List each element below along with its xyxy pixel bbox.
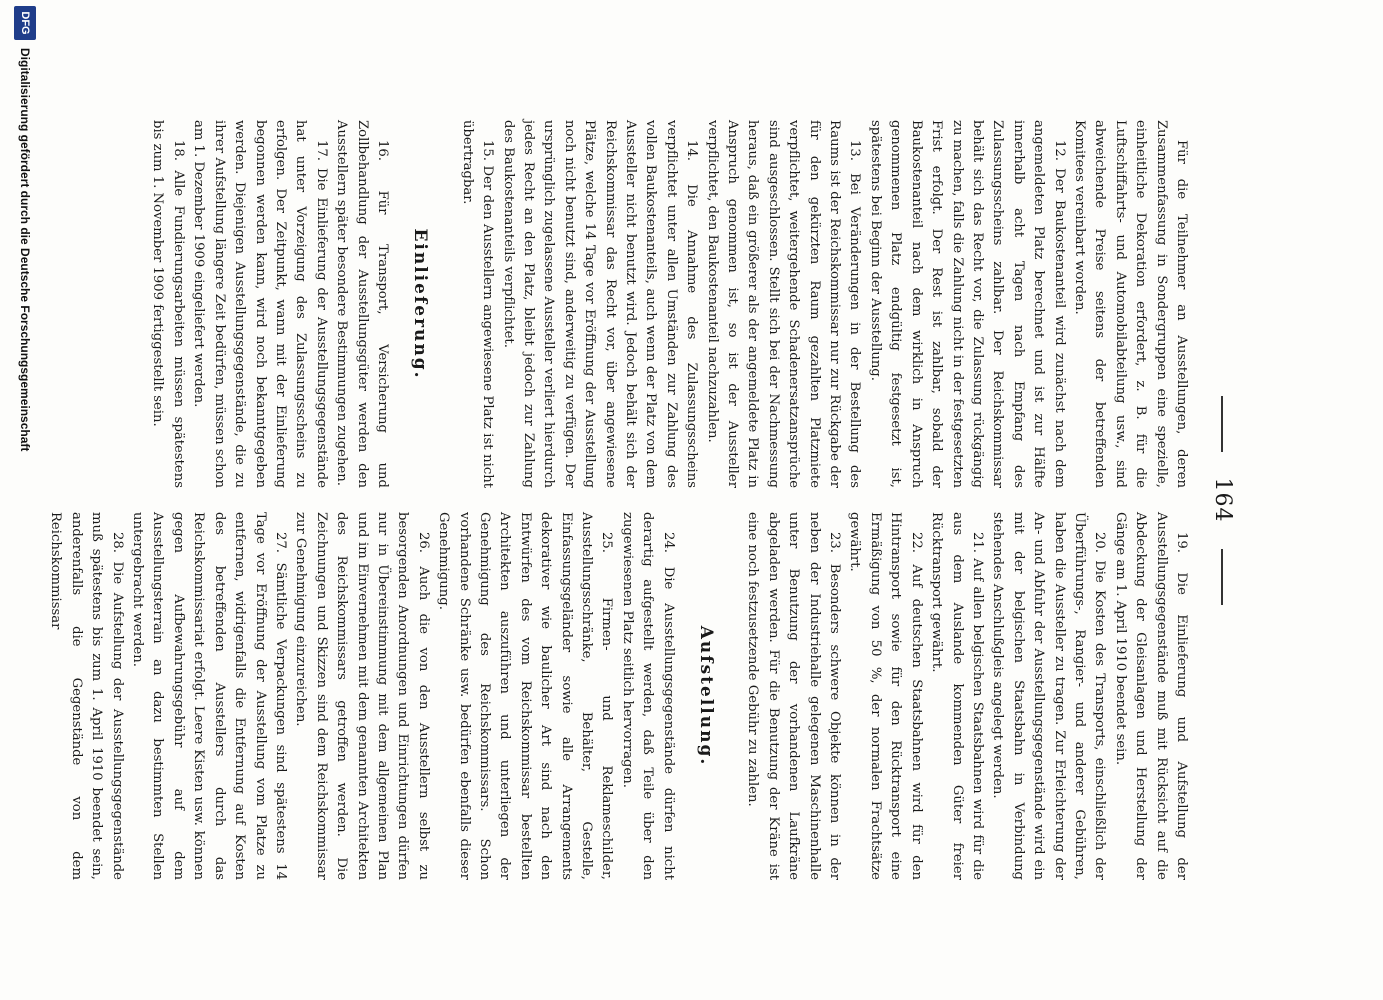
right-column xyxy=(45,512,1191,880)
paragraph: 23. Besonders schwere Objekte können in der neben der Industriehalle gelegenen Maschinenhalle unter Benutzung der vorhandenen Laufkräne abgeladen werden. Für die Benutzung der Kräne ist eine noch festzusetzende Gebühr zu zahlen. xyxy=(745,512,843,880)
paragraph: Für die Teilnehmer an Ausstellungen, deren Zusammenfassung in Sondergruppen eine spezielle, einheitliche Dekoration erfordert, z. B. für die Luftschiffahrts- und Automobilabteilung usw., sind abweichende Preise seitens der betreffenden Komitees vereinbart worden. xyxy=(1071,120,1189,488)
header-rule-left xyxy=(1221,396,1223,452)
digitization-credit xyxy=(7,0,43,1000)
page-number: 164 xyxy=(1210,477,1235,523)
paragraph: 20. Die Kosten des Transports, einschließlich der Überführungs-, Rangier- und anderer Gebühren, haben die Aussteller zu tragen. Zur Erleichterung der An- und Abfuhr der Ausstellungsgegenstände wird ein mit der belgischen Staatsbahn in Verbindung stehendes Anschlußgleis angelegt werden. xyxy=(990,512,1108,880)
paragraph: 14. Die Annahme des Zulassungsscheins verpflichtet unter allen Umständen zur Zahlung des vollen Baukostenanteils, auch wenn der Platz von dem Aussteller nicht benutzt wird. Jedoch behält sich der Reichskommissar das Recht vor, über angewiesene Plätze, welche 14 Tage vor Eröffnung der Ausstellung noch nicht benutzt sind, anderweitig zu verfügen. Der ursprünglich zugelassene Aussteller verliert hierdurch jedes Recht an den Platz, bleibt jedoch zur Zahlung des Baukostenanteils verpflichtet. xyxy=(500,120,700,488)
paragraph: 22. Auf deutschen Staatsbahnen wird für den Hintransport sowie für den Rücktransport eine Ermäßigung von 50 %, der normalen Frachtsätze gewährt. xyxy=(847,512,924,880)
paragraph: 19. Die Einlieferung und Aufstellung der Ausstellungsgegenstände muß mit Rücksicht auf die Abdeckung der Gleisanlagen und Herstellung der Gänge am 1. April 1910 beendet sein. xyxy=(1112,512,1189,880)
paragraph: 25. Firmen- und Reklameschilder, Ausstellungsschränke, Behälter, Gestelle, Einfassungsgeländer sowie alle Arrangements dekorativer wie baulicher Art sind nach den Entwürfen des vom Reichskommissar bestellten Architekten auszuführen und unterliegen der Genehmigung des Reichskommissars. Schon vorhandene Schränke usw. bedürfen ebenfalls dieser Genehmigung. xyxy=(436,512,615,880)
left-column xyxy=(147,120,1191,488)
paragraph: 12. Der Baukostenanteil wird zunächst nach dem angemeldeten Platz berechnet und ist zur Hälfte innerhalb acht Tagen nach Empfang des Zulassungsscheins zahlbar. Der Reichskommissar behält sich das Recht vor, die Zulassung rückgängig zu machen, falls die Zahlung nicht in der festgesetzten Frist erfolgt. Der Rest ist zahlbar, sobald der Baukostenanteil nach dem wirklich in Anspruch genommenen Platz endgültig festgesetzt ist, spätestens bei Beginn der Ausstellung. xyxy=(867,120,1067,488)
section-title-einlieferung: Einlieferung. xyxy=(410,228,431,380)
paragraph: 26. Auch die von den Ausstellern selbst zu besorgenden Anordnungen und Einrichtungen dürfen nur in Übereinstimmung mit dem allgemeinen Plan und im Einvernehmen mit dem genannten Architekten des Reichskommissars getroffen werden. Die Zeichnungen und Skizzen sind dem Reichskommissar zur Genehmigung einzureichen. xyxy=(293,512,431,880)
paragraph: 16. Für Transport, Versicherung und Zollbehandlung der Ausstellungsgüter werden den Ausstellern später besondere Bestimmungen zugehen. xyxy=(334,120,390,488)
paragraph: 17. Die Einlieferung der Ausstellungsgegenstände hat unter Vorzeigung des Zulassungsscheins zu erfolgen. Der Zeitpunkt, wann mit der Einlieferung begonnen werden kann, wird noch bekanntgegeben werden. Diejenigen Ausstellungsgegenstände, die zu ihrer Aufstellung längere Zeit bedürfen, müssen schon am 1. Dezember 1909 eingeliefert werden. xyxy=(191,120,329,488)
paragraph: 21. Auf allen belgischen Staatsbahnen wird für die aus dem Auslande kommenden Güter freier Rücktransport gewährt. xyxy=(929,512,985,880)
dfg-logo: DFG xyxy=(14,6,36,40)
paragraph: 27. Sämtliche Verpackungen sind spätestens 14 Tage vor Eröffnung der Ausstellung vom Platze zu entfernen, widrigenfalls die Entfernung auf Kosten des betreffenden Ausstellers durch das Reichskommissariat erfolgt. Leere Kisten usw. können gegen Aufbewahrungsgebühr auf dem Ausstellungsterrain an dazu bestimmten Stellen untergebracht werden. xyxy=(130,512,288,880)
paragraph: 13. Bei Veränderungen in der Bestellung des Raums ist der Reichskommissar nur zur Rückgabe der für den gekürzten Raum gezahlten Platzmiete verpflichtet, weitergehende Schadenersatzansprüche sind ausgeschlossen. Stellt sich bei der Nachmessung heraus, daß ein größerer als der angemeldete Platz in Anspruch genommen ist, so ist der Aussteller verpflichtet, den Baukostenanteil nachzuzahlen. xyxy=(704,120,863,488)
section-title-aufstellung: Aufstellung. xyxy=(696,625,717,767)
paragraph: 24. Die Ausstellungsgegenstände dürfen nicht derartig aufgestellt werden, daß Teile über den zugewiesenen Platz seitlich hervorragen. xyxy=(619,512,676,880)
credit-text: Digitalisierung gefördert durch die Deutsche Forschungsgemeinschaft xyxy=(18,48,32,452)
paragraph: 15. Der den Ausstellern angewiesene Platz ist nicht übertragbar. xyxy=(459,120,496,488)
paragraph: 18. Alle Fundierungsarbeiten müssen spätestens bis zum 1. November 1909 fertiggestellt sein. xyxy=(150,120,186,488)
header-rule-right xyxy=(1221,549,1223,605)
page-header xyxy=(1210,0,1235,1000)
paragraph: 28. Die Aufstellung der Ausstellungsgegenstände muß spätestens bis zum 1. April 1910 beendet sein, anderenfalls die Gegenstände von dem Reichskommissar xyxy=(48,512,125,880)
